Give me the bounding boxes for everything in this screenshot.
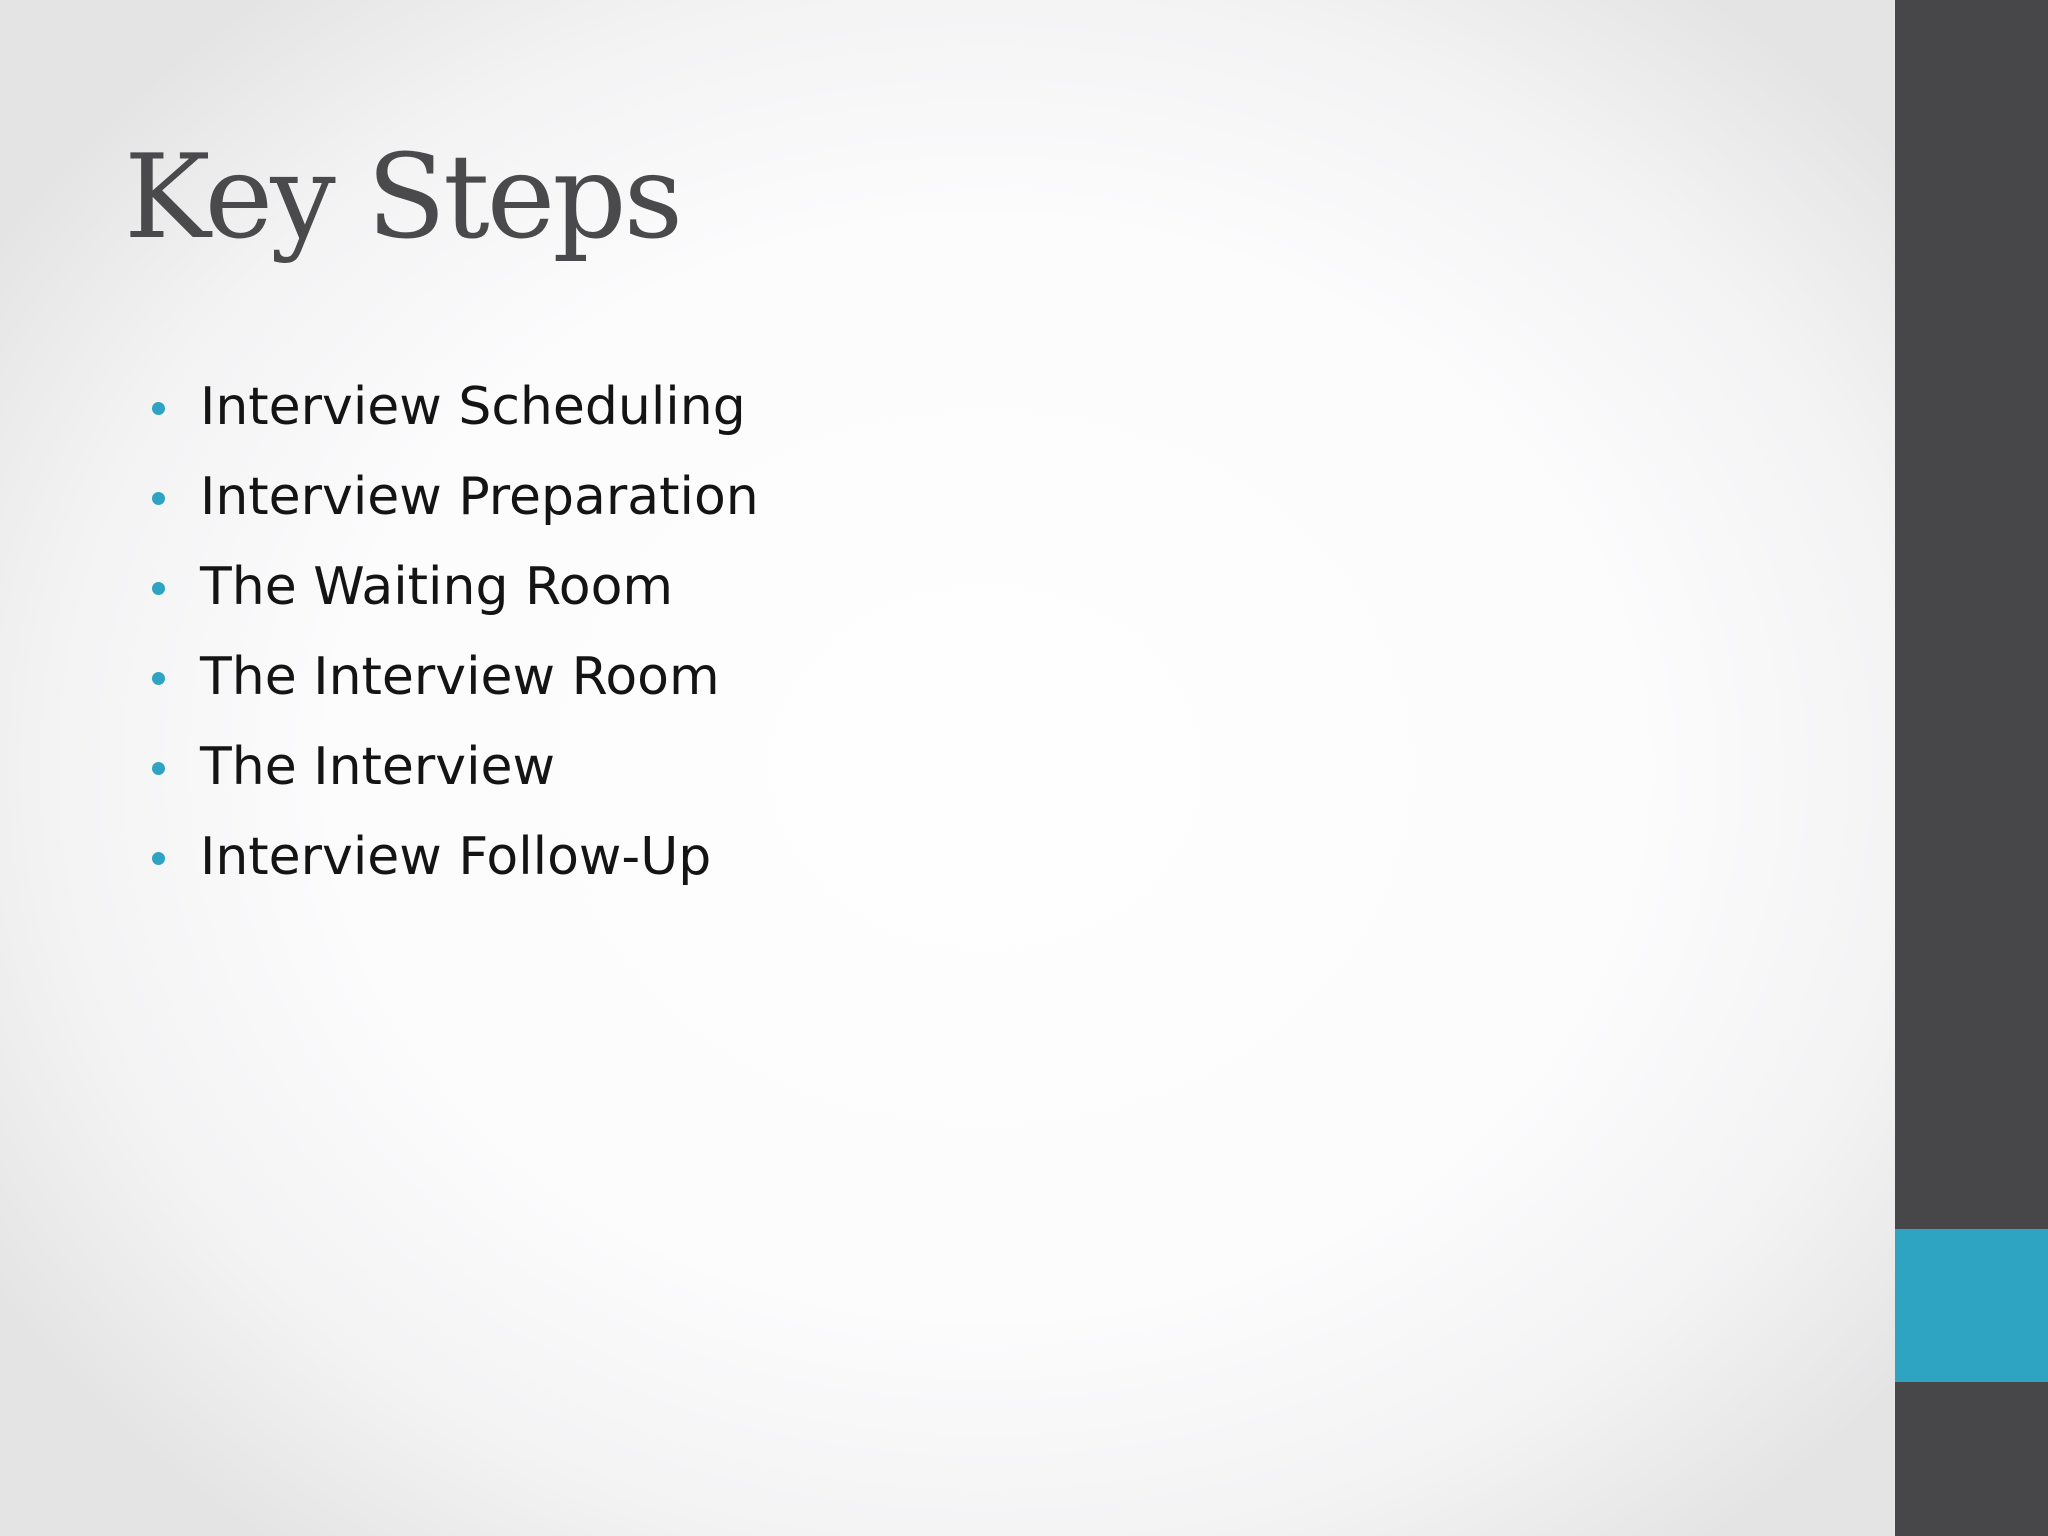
side-accent-block <box>1895 1229 2048 1382</box>
bullet-list <box>148 372 759 912</box>
bullet-item <box>148 372 759 462</box>
bullet-text: The Interview Room <box>200 647 720 707</box>
bullet-dot-icon <box>152 672 165 685</box>
bullet-item <box>148 552 759 642</box>
bullet-text: Interview Preparation <box>200 467 759 527</box>
bullet-dot-icon <box>152 402 165 415</box>
bullet-text: The Interview <box>200 737 556 797</box>
bullet-text: Interview Follow-Up <box>200 827 712 887</box>
bullet-text: The Waiting Room <box>200 557 674 617</box>
bullet-item <box>148 822 759 912</box>
bullet-item <box>148 462 759 552</box>
bullet-dot-icon <box>152 492 165 505</box>
bullet-dot-icon <box>152 582 165 595</box>
bullet-item <box>148 642 759 732</box>
bullet-dot-icon <box>152 852 165 865</box>
slide-title: Key Steps <box>124 130 681 265</box>
bullet-item <box>148 732 759 822</box>
bullet-text: Interview Scheduling <box>200 377 746 437</box>
bullet-dot-icon <box>152 762 165 775</box>
